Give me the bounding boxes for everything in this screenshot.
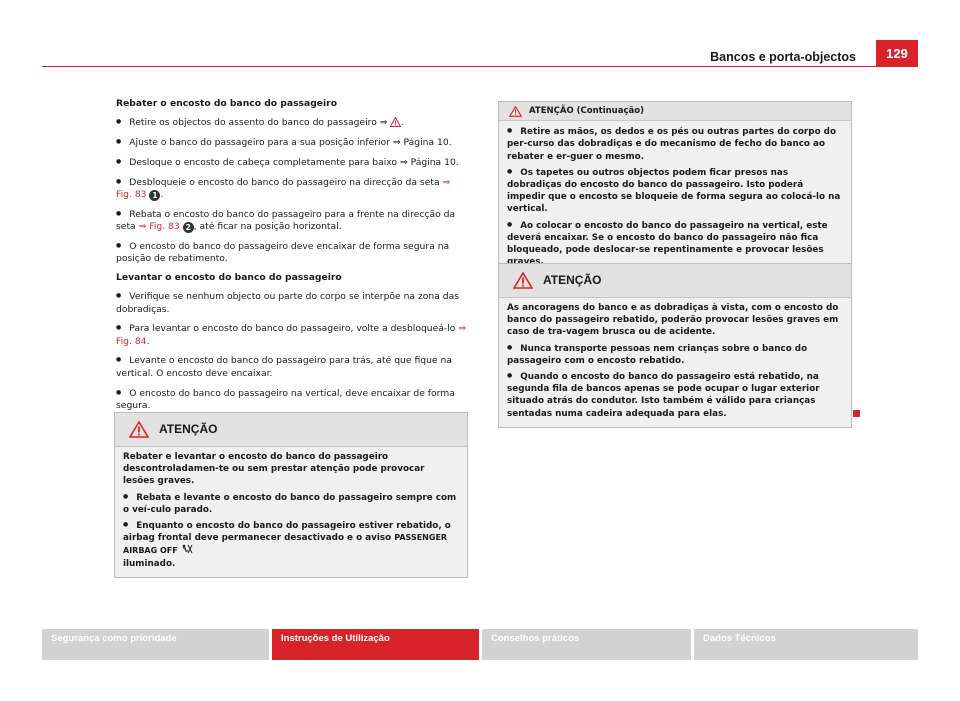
- warning-triangle-icon: [129, 421, 149, 438]
- warning-continued-box: [498, 101, 852, 276]
- footer-tab-tips[interactable]: Conselhos práticos: [482, 629, 691, 660]
- warning-item: ● Enquanto o encosto do banco do passageiro estiver rebatido, o airbag frontal deve permanecer desactivado e o aviso PASSENGER AIRBAG OFF iluminado.: [123, 519, 459, 570]
- list-item: ● O encosto do banco do passageiro deve encaixar de forma segura na posição de rebatimento.: [116, 240, 466, 266]
- figure-link[interactable]: ⇒ Fig. 84: [116, 323, 467, 347]
- airbag-off-icon: [181, 544, 193, 554]
- warning-continued-title: ATENÇÃO (Continuação): [529, 106, 644, 116]
- list-item: ● Desbloqueie o encosto do banco do passageiro na direcção da seta ⇒ Fig. 83 1 .: [116, 176, 466, 202]
- list-item: ● Desloque o encosto de cabeça completamente para baixo ⇒ Página 10.: [116, 156, 466, 169]
- list-item: ● Para levantar o encosto do banco do passageiro, volte a desbloqueá-lo ⇒ Fig. 84.: [116, 322, 466, 348]
- callout-number: 1: [149, 190, 160, 201]
- warning-continued-header: [499, 102, 851, 121]
- warning-body: [499, 298, 851, 427]
- list-item: ● Rebata o encosto do banco do passageiro para a frente na direcção da seta ⇒ Fig. 83 2 , até ficar na posição horizontal.: [116, 208, 466, 234]
- warning-item: ● Quando o encosto do banco do passageiro está rebatido, na segunda fila de bancos apenas se pode ocupar o lugar exterior situado atrás do condutor. Isto também é válido para crianças sentadas numa cadeira adequada para elas.: [507, 370, 843, 420]
- footer-tab-operating[interactable]: Instruções de Utilização: [272, 629, 479, 660]
- list-item: ● Levante o encosto do banco do passageiro para trás, até que fique na vertical. O encosto deve encaixar.: [116, 354, 466, 380]
- warning-triangle-icon: [509, 106, 522, 117]
- warning-box: [114, 412, 468, 578]
- section-title: Bancos e porta-objectos: [710, 50, 856, 64]
- section-end-marker: [853, 410, 860, 417]
- warning-item: ● Os tapetes ou outros objectos podem ficar presos nas dobradiças do encosto do banco do passageiro. Isto poderá impedir que o encosto se bloqueie de forma segura ao colocá-lo na vertical.: [507, 166, 843, 216]
- list-item: ● Verifique se nenhum objecto ou parte do corpo se interpõe na zona das dobradiças.: [116, 290, 466, 316]
- warning-title: ATENÇÃO: [543, 273, 602, 288]
- list-item: ● Retire os objectos do assento do banco do passageiro ⇒ .: [116, 116, 466, 129]
- figure-link[interactable]: ⇒ Fig. 83: [138, 221, 180, 233]
- list-item: ● Ajuste o banco do passageiro para a sua posição inferior ⇒ Página 10.: [116, 136, 466, 149]
- warning-header: [115, 413, 467, 447]
- warning-item: ● Ao colocar o encosto do banco do passageiro na vertical, este deverá encaixar. Se o encosto do banco do passageiro não fica bloqueado, pode deslocar-se repentinamente e provocar lesões: [507, 219, 843, 269]
- page-number: 129: [876, 40, 918, 67]
- warning-text: As ancoragens do banco e as dobradiças à vista, com o encosto do banco do passageiro rebatido, poderão provocar lesões graves em caso de tra-vagem brusca ou de acidente.: [507, 303, 839, 338]
- warning-text: Rebater e levantar o encosto do banco do passageiro descontroladamen-te ou sem prestar atenção pode provocar lesões graves.: [123, 452, 425, 487]
- warning-item: ● Nunca transporte pessoas nem crianças sobre o banco do passageiro com o encosto rebatido.: [507, 342, 843, 367]
- indicator-code: PASSENGER AIRBAG OFF: [123, 533, 448, 556]
- warning-triangle-icon: [390, 117, 401, 127]
- warning-header: [499, 264, 851, 298]
- header-rule: [42, 66, 876, 67]
- warning-box: [498, 263, 852, 428]
- page-link[interactable]: Página 10: [403, 137, 449, 149]
- heading-raise: Levantar o encosto do banco do passageiro: [116, 271, 342, 283]
- figure-link[interactable]: ⇒ Fig. 83: [116, 176, 451, 200]
- warning-item: ● Retire as mãos, os dedos e os pés ou outras partes do corpo do per-curso das dobradiças e do mecanismo de fecho do banco ao rebater e er-guer o mesmo.: [507, 125, 843, 163]
- left-column: [116, 98, 466, 419]
- warning-title: ATENÇÃO: [159, 422, 218, 437]
- warning-continued-body: [499, 121, 851, 275]
- footer-tab-safety[interactable]: Segurança como prioridade: [42, 629, 269, 660]
- heading-fold: Rebater o encosto do banco do passageiro: [116, 98, 338, 109]
- page-link[interactable]: Página 10: [410, 156, 456, 168]
- callout-number: 2: [183, 222, 194, 233]
- warning-item: ● Rebata e levante o encosto do banco do passageiro sempre com o veí-culo parado.: [123, 491, 459, 516]
- footer-tab-technical[interactable]: Dados Técnicos: [694, 629, 918, 660]
- warning-triangle-icon: [513, 272, 533, 289]
- list-item: ● O encosto do banco do passageiro na vertical, deve encaixar de forma segura.: [116, 387, 466, 413]
- warning-body: [115, 447, 467, 577]
